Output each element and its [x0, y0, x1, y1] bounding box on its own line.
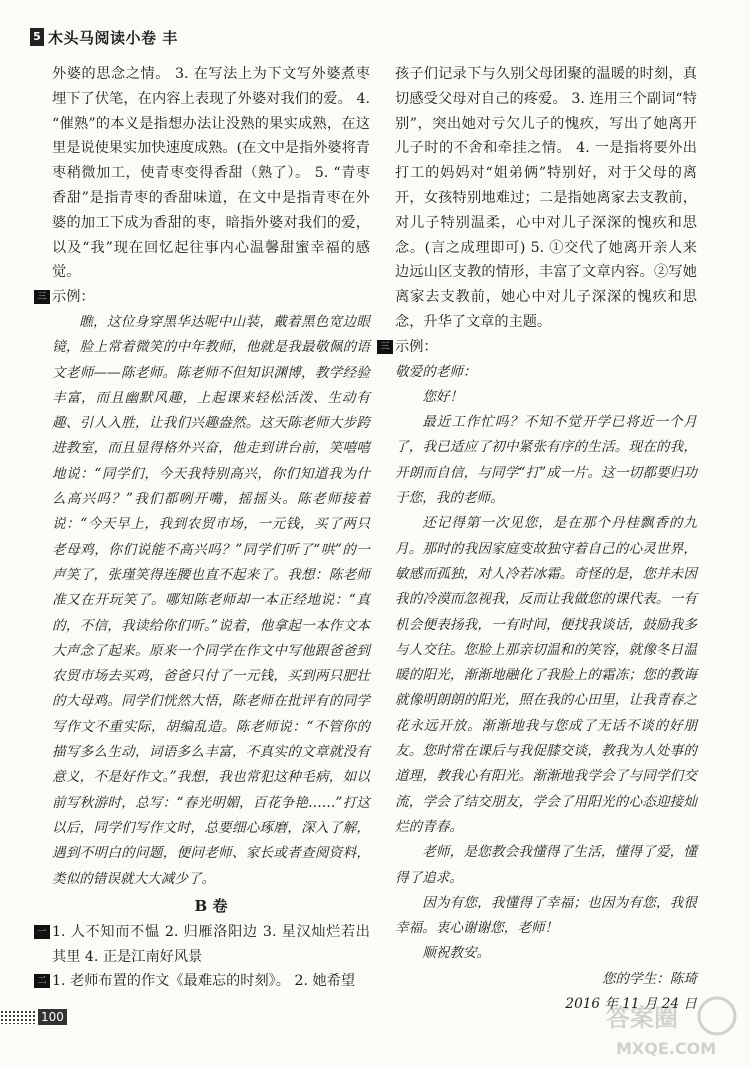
- section-number: 三: [34, 290, 50, 304]
- letter-signature: 您的学生：陈琦: [601, 970, 697, 987]
- letter-paragraph: 因为有您，我懂得了幸福；也因为有您，我很幸福。衷心谢谢您，老师！: [395, 894, 697, 937]
- footer: [0, 1006, 67, 1028]
- essay-text: 瞧，这位身穿黑华达呢中山装，戴着黑色宽边眼镜，脸上常着微笑的中年教师，他就是我最敬佩的语文老师——陈老师。陈老师不但知识渊博，教学经验丰富，而且幽默风趣，上起课来轻松活泼、生动有趣、引人入胜，让我们兴趣盎然。这天陈老师大步跨进教室，而且显得格外兴奋，他走到讲台前，笑嘻嘻地说：“同学们，今天我特别高兴，你们知道我为什么高兴吗？”我们都咧开嘴，摇摇头。陈老师接着说：“今天早上，我到农贸市场，一元钱，买了两只老母鸡，你们说能不高兴吗？”同学们听了“哄”的一声笑了，张瑾笑得连腰也直不起来了。我想：陈老师准又在开玩笑了。哪知陈老师却一本正经地说：“真的，不信，我读给你们听。”说着，他拿起一本作文本大声念了起来。原来一个同学在作文中写他跟爸爸到农贸市场去买鸡，爸爸只付了一元钱，买到两只肥壮的大母鸡。同学们恍然大悟，陈老师在批评有的同学写作文不重实际，胡编乱造。陈老师说：“不管你的描写多么生动，词语多么丰富，不真实的文章就没有意义，不是好作文。”我想，我也常犯这种毛病，如以前写秋游时，总写：“春光明媚，百花争艳……”打这以后，同学们写作文时，总要细心琢磨，深入了解，遇到不明白的问题，便问老师、家长或者查阅资料，类似的错误就大大减少了。: [52, 313, 370, 887]
- right-column: [380, 62, 697, 1017]
- answer-text: 孩子们记录下与久别父母团聚的温暖的时刻，真切感受父母对自己的疼爱。 3. 连用三个副词“特别”，突出她对亏欠儿子的愧疚，写出了她离开儿子时的不舍和牵挂之情。 4. 一是指将要外出打工的妈妈对“姐弟俩”特别好，对于父母的离开，女孩特别地难过；二是指她离家去支教前，对儿子特别温柔，心中对儿子深深的愧疚和思念。(言之成理即可) 5. ①交代了她离开亲人来边远山区支教的情形，丰富了文章内容。②写她离家去支教前，她心中对儿子深深的愧疚和思念，升华了文章的主题。: [395, 66, 697, 330]
- part-b-section-two: [37, 969, 370, 994]
- left-column: [37, 62, 370, 994]
- watermark-url: MXQE.COM: [616, 1039, 717, 1058]
- page-number: 100: [38, 1009, 67, 1025]
- section-number: 三: [377, 340, 393, 354]
- letter-paragraph: 还记得第一次见您，是在那个丹桂飘香的九月。那时的我因家庭变故独守着自己的心灵世界，敏感而孤独，对人冷若冰霜。奇怪的是，您并未因我的冷漠而忽视我，反而让我做您的课代表。一有机会便表扬我，一有时间，便找我谈话，鼓励我多与人交往。您脸上那亲切温和的笑容，就像冬日温暖的阳光，渐渐地融化了我脸上的霜冻；您的教诲就像明朗朗的阳光，照在我的心田里，让我青春之花永远开放。渐渐地我与您成了无话不谈的好朋友。您时常在课后与我促膝交谈，教我为人处事的道理，教我心有阳光。渐渐地我学会了与同学们交流，学会了结交朋友，学会了用阳光的心态迎接灿烂的青春。: [395, 515, 697, 835]
- header: [30, 24, 178, 50]
- letter-closing: 顺祝教安。: [422, 945, 491, 962]
- answer-text: 外婆的思念之情。 3. 在写法上为下文写外婆煮枣埋下了伏笔，在内容上表现了外婆对我们的爱。 4. “催熟”的本义是指想办法让没熟的果实成熟，在这里是说使果实加快速度成熟。(在文中是指外婆将青枣稍微加工，使青枣变得香甜（熟了）。 5. “青枣香甜”是指青枣的香甜味道，在文中是指青枣在外婆的加工下成为香甜的枣，暗指外婆对我们的爱，以及“我”现在回忆起往事内心温馨甜蜜幸福的感觉。: [52, 66, 370, 281]
- letter-date: 2016 年 11 月 24 日: [565, 995, 697, 1012]
- part-b-title: B 卷: [194, 896, 228, 915]
- section-three-heading: [380, 335, 697, 360]
- section-number: 二: [34, 974, 50, 988]
- header-title: 木头马阅读小卷 丰: [48, 28, 178, 47]
- section-number: 一: [34, 925, 50, 939]
- letter-greeting: 您好！: [422, 388, 463, 405]
- watermark-logo: [602, 992, 742, 1062]
- answer-text: 1. 老师布置的作文《最难忘的时刻》。 2. 她希望: [52, 973, 356, 990]
- answer-text: 1. 人不知而不愠 2. 归雁洛阳边 3. 星汉灿烂若出其里 4. 正是江南好风景: [52, 923, 370, 965]
- header-badge: 5: [30, 28, 44, 46]
- letter: [395, 360, 697, 1018]
- part-b-section-one: [37, 920, 370, 970]
- dot-pattern: [0, 1010, 36, 1024]
- section-title: 示例：: [395, 338, 438, 355]
- letter-salutation: 敬爱的老师：: [395, 363, 477, 380]
- letter-paragraph: 最近工作忙吗？不知不觉开学已将近一个月了，我已适应了初中紧张有序的生活。现在的我，开朗而自信，与同学“打”成一片。这一切都要归功于您，我的老师。: [395, 414, 697, 507]
- letter-paragraph: 老师，是您教会我懂得了生活，懂得了爱，懂得了追求。: [395, 844, 697, 886]
- section-three-heading: [37, 285, 370, 310]
- watermark-text: 答案圈: [606, 1004, 678, 1032]
- section-title: 示例：: [52, 289, 95, 306]
